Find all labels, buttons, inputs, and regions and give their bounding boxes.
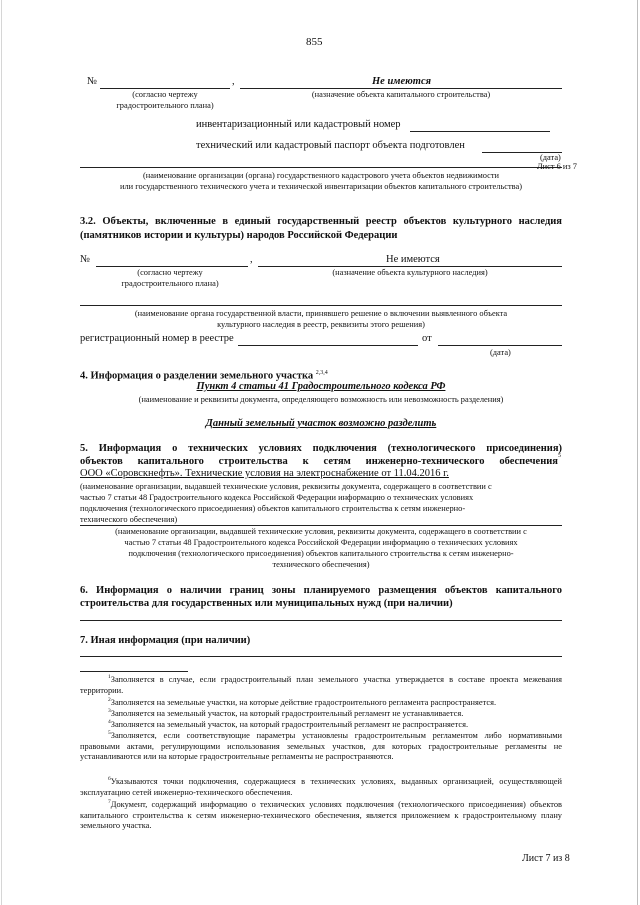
comma: , (232, 76, 235, 87)
fill-line (80, 620, 562, 621)
caption-tech-org-a-3: подключения (технологического присоединения) объектов капитального строительства к сетям инженерно- (80, 504, 466, 513)
fill-line (80, 305, 562, 306)
object-purpose-value: Не имеются (372, 76, 432, 87)
caption-heritage-purpose: (назначение объекта культурного наследия) (332, 268, 488, 277)
caption-tech-org-b-4: технического обеспечения) (272, 560, 370, 569)
footnote-marker: 5 (108, 730, 111, 736)
caption-cadastral-org: (наименование организации (органа) государственного кадастрового учета объектов недвижимости (142, 171, 500, 180)
section-7-heading: 7. Иная информация (при наличии) (80, 635, 251, 646)
footnote-3 (108, 708, 463, 718)
section-6-heading: 6. Информация о наличии границ зоны планируемого размещения объектов капитального (80, 585, 562, 596)
caption-cadastral-org-2: или государственного технического учета и технической инвентаризации объектов капитального строительства) (120, 182, 522, 191)
fill-line (240, 88, 562, 89)
tech-conditions-value: ООО «Соровскнефть». Технические условия на электроснабжение от 11.04.2016 г. (80, 468, 449, 479)
fill-line (258, 266, 562, 267)
caption-tech-org-b: (наименование организации, выдавшей технические условия, реквизиты документа, содержащего в соответствии с (115, 527, 527, 536)
overlapping-sheet-mark: Лист 6 из 7 (537, 162, 577, 171)
caption-drawing-2: градостроительного плана) (116, 101, 214, 110)
division-conclusion: Данный земельный участок возможно разделить (205, 418, 437, 429)
caption-drawing: (согласно чертежу (132, 90, 198, 99)
footnote-marker: 4 (108, 719, 111, 725)
footnote-4-text: Заполняется на земельный участок, на который градостроительный регламент не распространяется. (110, 719, 469, 729)
footnote-2 (108, 697, 496, 707)
fill-line (100, 88, 230, 89)
section-3-2-heading-2: (памятников истории и культуры) народов Российской Федерации (80, 230, 398, 241)
comma: , (250, 254, 253, 265)
inventory-number-label: инвентаризационный или кадастровый номер (196, 119, 401, 130)
caption-drawing: (согласно чертежу (137, 268, 203, 277)
footnote-5 (80, 730, 562, 763)
caption-tech-org-a: (наименование организации, выдавшей технические условия, реквизиты документа, содержащего в соответствии с (80, 482, 492, 491)
footnote-ref: 5 (558, 453, 561, 459)
registry-number-label: регистрационный номер в реестре (80, 333, 234, 344)
fill-line (410, 131, 550, 132)
sheet-number: Лист 7 из 8 (522, 853, 570, 864)
date-caption: (дата) (540, 153, 561, 162)
caption-division-document: (наименование и реквизиты документа, определяющего возможность или невозможность разделения) (138, 395, 504, 404)
fill-line (238, 345, 418, 346)
footnote-5-text: Заполняется, если соответствующие параметры установлены градостроительным регламентом либо нормативными правовыми актами, регулирующими использования земельных участков, для которых градостроительные регламенты не устанавливаются или на которые градостроительные регламенты не распространяются. (80, 730, 562, 762)
caption-purpose: (назначение объекта капитального строительства) (311, 90, 491, 99)
caption-tech-org-b-2: частью 7 статьи 48 Градостроительного кодекса Российской Федерации информацию о технических условиях (124, 538, 518, 547)
fill-line (80, 656, 562, 657)
division-document-value: Пункт 4 статьи 41 Градостроительного кодекса РФ (196, 381, 446, 392)
footnote-marker: 6 (108, 776, 111, 782)
caption-authority: (наименование органа государственной власти, принявшего решение о включении выявленного объекта (134, 309, 508, 318)
from-label: от (422, 333, 432, 344)
scan-edge-right (637, 0, 638, 905)
footnote-4 (108, 719, 468, 729)
footnote-3-text: Заполняется на земельный участок, на который градостроительный регламент не устанавливается. (110, 708, 464, 718)
number-sign: № (80, 254, 91, 265)
footnote-6-text: Указываются точки подключения, содержащиеся в технических условиях, выданных организацией, осуществляющей эксплуатацию сетей инженерно-технического обеспечения. (80, 776, 562, 797)
section-5-heading: 5. Информация о технических условиях подключения (технологического присоединения) (80, 443, 562, 454)
footnote-1 (80, 674, 562, 696)
caption-tech-org-a-2: частью 7 статьи 48 Градостроительного кодекса Российской Федерации информацию о технических условиях (80, 493, 474, 502)
caption-tech-org-a-4: технического обеспечения) (80, 515, 178, 524)
footnote-7 (80, 799, 562, 832)
caption-tech-org-b-3: подключения (технологического присоединения) объектов капитального строительства к сетям инженерно- (128, 549, 514, 558)
fill-line (438, 345, 562, 346)
footnote-separator (80, 671, 188, 672)
footnote-marker: 3 (108, 708, 111, 714)
number-sign: № (87, 76, 98, 87)
heritage-purpose-value: Не имеются (386, 254, 440, 265)
fill-line (80, 525, 562, 526)
section-6-heading-2: строительства для государственных или муниципальных нужд (при наличии) (80, 598, 453, 609)
footnote-marker: 1 (108, 674, 111, 680)
section-3-2-heading: 3.2. Объекты, включенные в единый государственный реестр объектов культурного наследия (80, 216, 562, 227)
caption-authority-2: культурного наследия в реестр, реквизиты этого решения) (217, 320, 425, 329)
section-5-heading-2: объектов капитального строительства к сетям инженерно-технического обеспечения (80, 456, 558, 467)
footnote-6 (80, 776, 562, 798)
footnote-7-text: Документ, содержащий информацию о технических условиях подключения (технологического присоединения) объектов капитального строительства к сетям инженерно-технического обеспечения, является приложением к градостроительному плану земельного участка. (80, 799, 562, 831)
footnote-ref: 2,3,4 (315, 370, 328, 376)
page-number: 855 (306, 36, 323, 48)
scan-edge-left (1, 0, 2, 905)
section-4-heading-text: 4. Информация о разделении земельного участка (80, 370, 314, 382)
fill-line (96, 266, 248, 267)
caption-drawing-2: градостроительного плана) (121, 279, 219, 288)
footnote-2-text: Заполняется на земельные участки, на которые действие градостроительного регламента распространяется. (110, 697, 497, 707)
footnote-marker: 2 (108, 697, 111, 703)
date-caption: (дата) (490, 348, 511, 357)
fill-line (80, 167, 562, 168)
footnote-1-text: Заполняется в случае, если градостроительный план земельного участка утверждается в составе проекта межевания территории. (80, 674, 562, 695)
tech-passport-label: технический или кадастровый паспорт объекта подготовлен (196, 140, 465, 151)
footnote-marker: 7 (108, 799, 111, 805)
